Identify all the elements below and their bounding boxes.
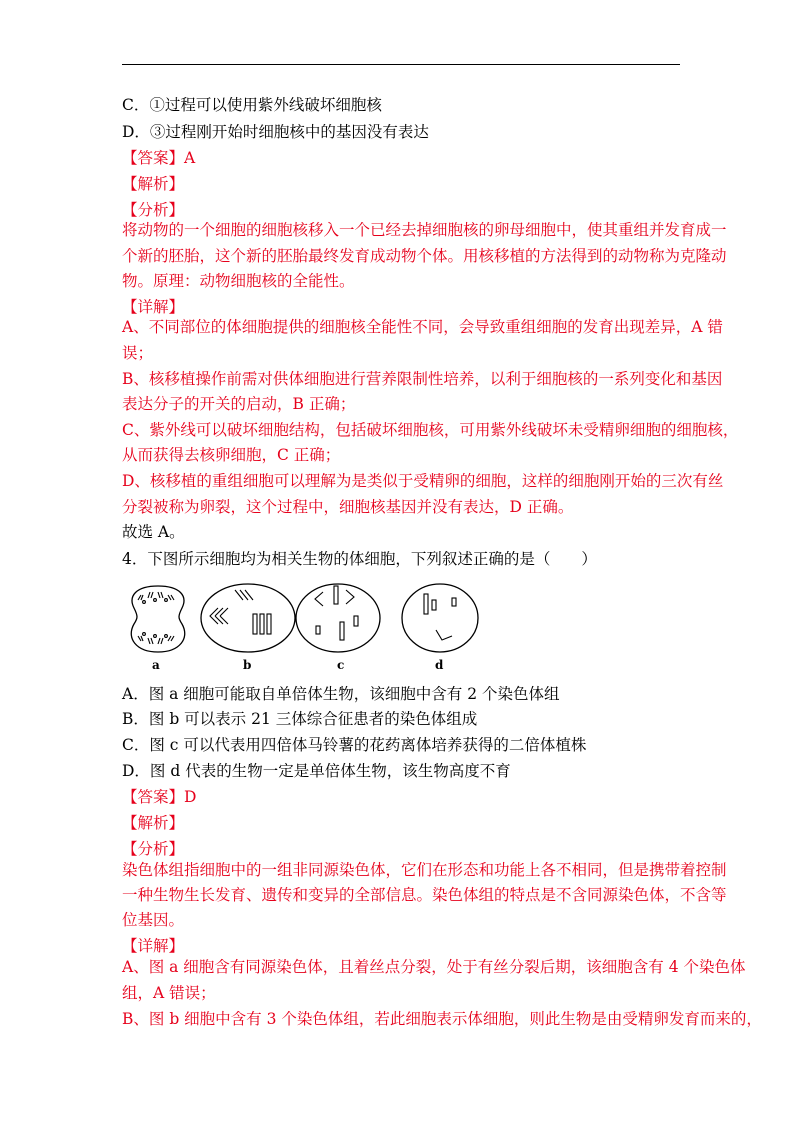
q3-detail-line: C、紫外线可以破坏细胞结构，包括破坏细胞核，可用紫外线破坏未受精卵细胞的细胞核，	[122, 421, 739, 439]
header-rule	[122, 64, 680, 65]
cell-c-chromosomes	[315, 586, 358, 640]
cell-d-outline	[402, 584, 478, 652]
q3-detail-line: D、核移植的重组细胞可以理解为是类似于受精卵的细胞，这样的细胞刚开始的三次有丝	[122, 472, 724, 490]
q4-fenxi-heading: 【分析】	[122, 840, 185, 858]
q3-xiangjie-heading: 【详解】	[122, 298, 185, 316]
q3-jiexi-heading: 【解析】	[122, 175, 185, 193]
q4-detail-line: 组，A 错误；	[122, 984, 216, 1002]
cell-b-chromosomes	[210, 590, 271, 634]
q4-jiexi-heading: 【解析】	[122, 814, 185, 832]
figure-label-a: a	[152, 658, 160, 672]
q3-analysis-line: 物。原理：动物细胞核的全能性。	[122, 272, 355, 290]
cell-d-chromosomes	[424, 594, 456, 640]
q4-stem: 4．下图所示细胞均为相关生物的体细胞，下列叙述正确的是（ ）	[122, 550, 597, 568]
figure-label-c: c	[337, 658, 345, 672]
q3-detail-line: B、核移植操作前需对供体细胞进行营养限制性培养，以利于细胞核的一系列变化和基因	[122, 370, 723, 388]
q3-answer: 【答案】A	[122, 149, 196, 167]
q4-option-c: C．图 c 可以代表用四倍体马铃薯的花药离体培养获得的二倍体植株	[122, 736, 587, 754]
q4-option-a: A．图 a 细胞可能取自单倍体生物，该细胞中含有 2 个染色体组	[122, 685, 560, 703]
cell-a-outline	[131, 586, 184, 652]
q3-analysis-line: 将动物的一个细胞的细胞核移入一个已经去掉细胞核的卵母细胞中，使其重组并发育成一	[122, 221, 727, 239]
q4-analysis-line: 一种生物生长发育、遗传和变异的全部信息。染色体组的特点是不含同源染色体，不含等	[122, 886, 727, 904]
q4-detail-line: B、图 b 细胞中含有 3 个染色体组，若此细胞表示体细胞，则此生物是由受精卵发育而来的，	[122, 1010, 762, 1028]
q3-detail-line: 分裂被称为卵裂，这个过程中，细胞核基因并没有表达，D 正确。	[122, 498, 574, 516]
q3-detail-line: 表达分子的开关的启动，B 正确；	[122, 395, 356, 413]
figure-label-b: b	[243, 658, 252, 672]
cell-a-chromosomes	[138, 592, 174, 644]
q4-option-b: B．图 b 可以表示 21 三体综合征患者的染色体组成	[122, 710, 478, 728]
q3-analysis-line: 个新的胚胎，这个新的胚胎最终发育成动物个体。用核移植的方法得到的动物称为克隆动	[122, 247, 727, 265]
q3-fenxi-heading: 【分析】	[122, 201, 185, 219]
q4-option-d: D．图 d 代表的生物一定是单倍体生物，该生物高度不育	[122, 762, 511, 780]
q4-detail-line: A、图 a 细胞含有同源染色体，且着丝点分裂，处于有丝分裂后期，该细胞含有 4 个染色体	[122, 958, 746, 976]
q4-xiangjie-heading: 【详解】	[122, 937, 185, 955]
q4-analysis-line: 位基因。	[122, 911, 185, 929]
q4-answer: 【答案】D	[122, 788, 197, 806]
q3-detail-line: 从而获得去核卵细胞，C 正确；	[122, 446, 341, 464]
q3-option-d: D．③过程刚开始时细胞核中的基因没有表达	[122, 123, 429, 141]
q3-detail-line: 误；	[122, 344, 154, 362]
figure-label-d: d	[435, 658, 444, 672]
q4-analysis-line: 染色体组指细胞中的一组非同源染色体，它们在形态和功能上各不相同，但是携带着控制	[122, 861, 727, 879]
q3-option-c: C．①过程可以使用紫外线破坏细胞核	[122, 96, 382, 114]
cell-figure	[118, 578, 493, 673]
q3-detail-line: A、不同部位的体细胞提供的细胞核全能性不同，会导致重组细胞的发育出现差异，A 错	[122, 318, 723, 336]
q3-conclusion: 故选 A。	[122, 523, 185, 541]
